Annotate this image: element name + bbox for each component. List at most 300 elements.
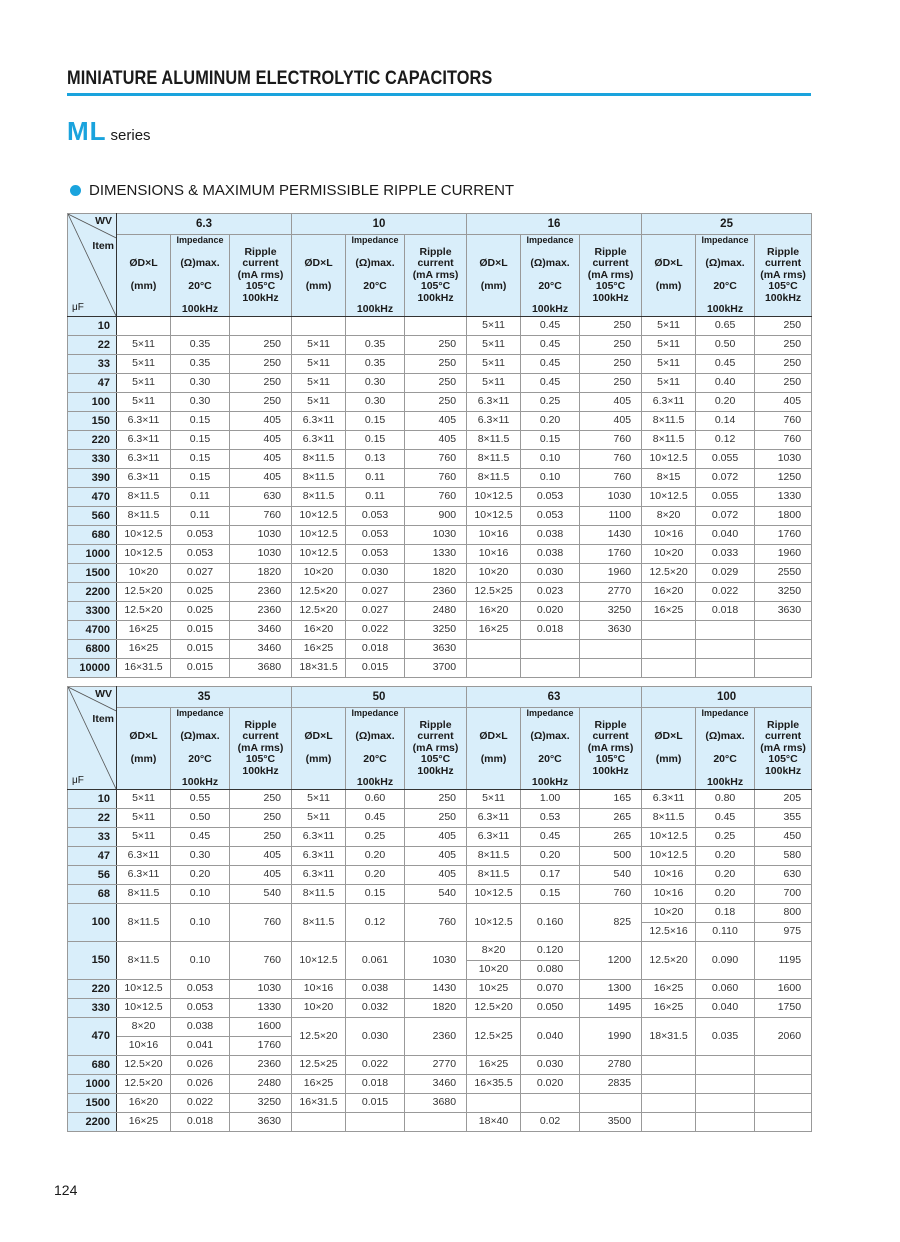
impedance-cell: 0.15 xyxy=(346,884,405,903)
dimension-cell: 5×11 xyxy=(117,808,171,827)
impedance-cell: 0.20 xyxy=(696,884,755,903)
dimension-cell: 5×11 xyxy=(467,789,521,808)
capacitance-cell: 1000 xyxy=(68,1074,117,1093)
impedance-cell: 0.20 xyxy=(521,846,580,865)
table-row xyxy=(68,449,812,468)
impedance-cell: 0.35 xyxy=(346,335,405,354)
dimension-cell: 18×31.5 xyxy=(292,658,346,677)
ripple-cell: 1030 xyxy=(230,979,292,998)
impedance-cell xyxy=(521,1093,580,1112)
table-row xyxy=(68,430,812,449)
ripple-cell: 3250 xyxy=(230,1093,292,1112)
ripple-cell xyxy=(755,620,812,639)
impedance-cell: 0.120 xyxy=(521,941,580,960)
impedance-cell: 0.45 xyxy=(696,808,755,827)
ripple-cell: 250 xyxy=(405,373,467,392)
impedance-cell: 0.022 xyxy=(696,582,755,601)
dimension-cell: 8×11.5 xyxy=(292,468,346,487)
ripple-cell: 1030 xyxy=(405,525,467,544)
capacitance-cell: 220 xyxy=(68,430,117,449)
ripple-cell: 2360 xyxy=(405,1017,467,1055)
ripple-cell xyxy=(580,1093,642,1112)
ripple-cell: 1820 xyxy=(405,998,467,1017)
ripple-cell: 1330 xyxy=(755,487,812,506)
impedance-cell: 0.050 xyxy=(521,998,580,1017)
impedance-cell: 0.030 xyxy=(521,563,580,582)
ripple-cell: 250 xyxy=(230,808,292,827)
dimension-cell: 8×11.5 xyxy=(467,468,521,487)
ripple-cell: 3680 xyxy=(230,658,292,677)
table-row xyxy=(68,884,812,903)
ripple-cell: 1100 xyxy=(580,506,642,525)
ripple-cell: 250 xyxy=(230,354,292,373)
ripple-cell: 405 xyxy=(405,411,467,430)
ripple-cell: 630 xyxy=(230,487,292,506)
dimension-cell: 8×11.5 xyxy=(117,884,171,903)
ripple-cell: 1960 xyxy=(580,563,642,582)
ripple-cell: 3500 xyxy=(580,1112,642,1131)
ripple-header: Ripple current (mA rms) 105°C 100kHz xyxy=(580,235,642,317)
ripple-cell xyxy=(755,1055,812,1074)
ripple-cell: 3630 xyxy=(580,620,642,639)
dimension-header: ØD×L (mm) xyxy=(292,708,346,790)
impedance-cell: 0.018 xyxy=(696,601,755,620)
ripple-cell xyxy=(580,658,642,677)
capacitance-cell: 1500 xyxy=(68,563,117,582)
ripple-cell: 540 xyxy=(580,865,642,884)
table-row xyxy=(68,563,812,582)
impedance-cell: 0.10 xyxy=(171,941,230,979)
table-row xyxy=(68,1074,812,1093)
dimension-cell: 5×11 xyxy=(292,335,346,354)
dimension-cell: 5×11 xyxy=(117,827,171,846)
voltage-header: 100 xyxy=(642,687,812,708)
ripple-cell xyxy=(580,639,642,658)
impedance-cell: 0.25 xyxy=(521,392,580,411)
table-row xyxy=(68,544,812,563)
dimension-cell: 10×20 xyxy=(467,563,521,582)
table-row xyxy=(68,1017,812,1036)
capacitance-cell: 330 xyxy=(68,449,117,468)
ripple-cell: 2770 xyxy=(580,582,642,601)
ripple-cell: 2550 xyxy=(755,563,812,582)
impedance-cell: 0.080 xyxy=(521,960,580,979)
impedance-cell: 0.25 xyxy=(346,827,405,846)
dimension-cell: 5×11 xyxy=(117,392,171,411)
impedance-cell: 1.00 xyxy=(521,789,580,808)
ripple-cell: 3630 xyxy=(405,639,467,658)
dimension-cell: 8×11.5 xyxy=(467,430,521,449)
impedance-cell: 0.018 xyxy=(171,1112,230,1131)
impedance-cell: 0.20 xyxy=(521,411,580,430)
impedance-cell: 0.30 xyxy=(346,392,405,411)
dimension-cell: 8×20 xyxy=(642,506,696,525)
dimension-cell: 6.3×11 xyxy=(292,430,346,449)
impedance-cell: 0.038 xyxy=(521,544,580,563)
impedance-cell: 0.53 xyxy=(521,808,580,827)
impedance-cell: 0.40 xyxy=(696,373,755,392)
ripple-cell: 250 xyxy=(580,373,642,392)
dimension-cell: 16×25 xyxy=(467,1055,521,1074)
bullet-icon xyxy=(70,185,81,196)
impedance-cell: 0.027 xyxy=(346,601,405,620)
table-row xyxy=(68,601,812,620)
page-title: MINIATURE ALUMINUM ELECTROLYTIC CAPACITORS xyxy=(67,68,493,89)
dimension-cell: 10×20 xyxy=(117,563,171,582)
ripple-cell: 405 xyxy=(230,865,292,884)
ripple-cell: 2360 xyxy=(405,582,467,601)
impedance-cell: 0.015 xyxy=(171,639,230,658)
ripple-cell: 1030 xyxy=(755,449,812,468)
impedance-cell xyxy=(696,1112,755,1131)
capacitance-cell: 470 xyxy=(68,487,117,506)
dimension-cell: 16×25 xyxy=(642,979,696,998)
table-row xyxy=(68,846,812,865)
ripple-cell: 3460 xyxy=(230,639,292,658)
dimension-cell: 10×12.5 xyxy=(117,979,171,998)
ripple-cell: 760 xyxy=(580,430,642,449)
dimension-cell: 10×12.5 xyxy=(117,998,171,1017)
impedance-cell: 0.45 xyxy=(696,354,755,373)
dimension-cell: 6.3×11 xyxy=(117,846,171,865)
table-row xyxy=(68,789,812,808)
ripple-cell: 760 xyxy=(580,449,642,468)
dimension-cell: 12.5×25 xyxy=(292,1055,346,1074)
impedance-cell: 0.022 xyxy=(346,620,405,639)
voltage-header: 50 xyxy=(292,687,467,708)
dimension-cell: 12.5×20 xyxy=(642,563,696,582)
impedance-cell: 0.20 xyxy=(696,865,755,884)
ripple-cell: 355 xyxy=(755,808,812,827)
impedance-cell: 0.45 xyxy=(521,373,580,392)
ripple-cell: 760 xyxy=(230,941,292,979)
impedance-cell: 0.65 xyxy=(696,316,755,335)
ripple-cell: 800 xyxy=(755,903,812,922)
ripple-cell: 2360 xyxy=(230,1055,292,1074)
impedance-header: Impedance (Ω)max. 20°C 100kHz xyxy=(171,235,230,317)
ripple-cell: 1760 xyxy=(755,525,812,544)
table-row xyxy=(68,827,812,846)
dimension-cell: 16×31.5 xyxy=(117,658,171,677)
ripple-cell: 1195 xyxy=(755,941,812,979)
impedance-cell: 0.053 xyxy=(521,506,580,525)
dimension-cell: 10×16 xyxy=(467,544,521,563)
dimension-cell: 10×12.5 xyxy=(292,544,346,563)
dimension-cell: 5×11 xyxy=(292,354,346,373)
dimension-cell: 10×16 xyxy=(117,1036,171,1055)
ripple-cell: 1250 xyxy=(755,468,812,487)
ripple-header: Ripple current (mA rms) 105°C 100kHz xyxy=(405,708,467,790)
dimension-cell: 12.5×20 xyxy=(117,601,171,620)
dimension-header: ØD×L (mm) xyxy=(467,235,521,317)
impedance-cell: 0.45 xyxy=(521,827,580,846)
dimension-cell: 8×11.5 xyxy=(642,430,696,449)
ripple-cell: 3460 xyxy=(405,1074,467,1093)
impedance-cell: 0.020 xyxy=(521,601,580,620)
ripple-cell: 3630 xyxy=(755,601,812,620)
ripple-cell: 760 xyxy=(405,487,467,506)
dimension-cell xyxy=(292,1112,346,1131)
impedance-cell: 0.30 xyxy=(171,373,230,392)
voltage-header: 35 xyxy=(117,687,292,708)
impedance-cell: 0.033 xyxy=(696,544,755,563)
dimension-cell: 10×16 xyxy=(292,979,346,998)
dimension-cell: 16×25 xyxy=(642,601,696,620)
dimension-cell: 6.3×11 xyxy=(467,808,521,827)
table-row xyxy=(68,354,812,373)
impedance-cell: 0.15 xyxy=(171,430,230,449)
ripple-cell: 900 xyxy=(405,506,467,525)
impedance-cell: 0.20 xyxy=(696,392,755,411)
dimension-cell: 8×15 xyxy=(642,468,696,487)
ripple-cell: 405 xyxy=(230,468,292,487)
ripple-cell: 405 xyxy=(405,827,467,846)
ripple-cell: 1600 xyxy=(230,1017,292,1036)
dimension-cell: 16×35.5 xyxy=(467,1074,521,1093)
dimension-cell: 8×11.5 xyxy=(117,903,171,941)
ripple-cell: 250 xyxy=(230,827,292,846)
capacitance-cell: 1000 xyxy=(68,544,117,563)
dimension-cell: 12.5×20 xyxy=(117,1074,171,1093)
capacitance-cell: 47 xyxy=(68,373,117,392)
ripple-cell: 1430 xyxy=(405,979,467,998)
ripple-cell: 2060 xyxy=(755,1017,812,1055)
impedance-cell: 0.30 xyxy=(346,373,405,392)
impedance-header: Impedance (Ω)max. 20°C 100kHz xyxy=(696,235,755,317)
wv-label: WV xyxy=(95,688,112,700)
dimension-cell: 8×11.5 xyxy=(467,449,521,468)
ripple-cell: 405 xyxy=(405,430,467,449)
dimension-cell: 5×11 xyxy=(292,808,346,827)
ripple-cell: 1600 xyxy=(755,979,812,998)
impedance-cell: 0.15 xyxy=(521,884,580,903)
ripple-cell: 250 xyxy=(405,354,467,373)
capacitance-cell: 2200 xyxy=(68,1112,117,1131)
page-number: 124 xyxy=(54,1182,78,1198)
ripple-cell: 580 xyxy=(755,846,812,865)
dimension-cell: 8×11.5 xyxy=(467,865,521,884)
dimension-cell: 6.3×11 xyxy=(117,865,171,884)
dimension-cell: 10×12.5 xyxy=(467,487,521,506)
ripple-cell: 1300 xyxy=(580,979,642,998)
dimension-cell: 10×12.5 xyxy=(642,487,696,506)
ripple-cell: 405 xyxy=(230,411,292,430)
corner-header xyxy=(68,687,117,790)
series-word: series xyxy=(110,127,151,144)
impedance-cell: 0.090 xyxy=(696,941,755,979)
dimension-cell xyxy=(642,639,696,658)
ripple-cell: 250 xyxy=(230,373,292,392)
dimension-cell: 6.3×11 xyxy=(292,846,346,865)
ripple-cell: 405 xyxy=(405,865,467,884)
dimension-cell: 8×11.5 xyxy=(467,846,521,865)
dimension-header: ØD×L (mm) xyxy=(292,235,346,317)
dimension-cell: 6.3×11 xyxy=(292,827,346,846)
impedance-cell: 0.15 xyxy=(171,449,230,468)
impedance-cell: 0.040 xyxy=(696,998,755,1017)
impedance-cell: 0.030 xyxy=(521,1055,580,1074)
dimension-cell: 5×11 xyxy=(117,373,171,392)
dimension-cell: 6.3×11 xyxy=(467,411,521,430)
dimension-cell: 8×11.5 xyxy=(292,884,346,903)
capacitance-cell: 470 xyxy=(68,1017,117,1055)
ripple-cell xyxy=(755,639,812,658)
impedance-header: Impedance (Ω)max. 20°C 100kHz xyxy=(171,708,230,790)
impedance-cell: 0.060 xyxy=(696,979,755,998)
dimension-cell: 10×16 xyxy=(642,884,696,903)
ripple-cell: 405 xyxy=(580,411,642,430)
table-row xyxy=(68,903,812,922)
impedance-cell: 0.053 xyxy=(171,544,230,563)
impedance-cell: 0.11 xyxy=(171,487,230,506)
ripple-cell: 405 xyxy=(580,392,642,411)
voltage-header: 63 xyxy=(467,687,642,708)
dimension-cell: 10×25 xyxy=(467,979,521,998)
dimension-cell: 16×25 xyxy=(292,639,346,658)
ripple-cell: 630 xyxy=(755,865,812,884)
voltage-header: 25 xyxy=(642,214,812,235)
dimension-cell: 6.3×11 xyxy=(117,411,171,430)
table-row xyxy=(68,865,812,884)
capacitance-cell: 33 xyxy=(68,354,117,373)
ripple-cell: 250 xyxy=(230,335,292,354)
corner-header xyxy=(68,214,117,317)
impedance-header: Impedance (Ω)max. 20°C 100kHz xyxy=(346,235,405,317)
ripple-cell: 1760 xyxy=(580,544,642,563)
ripple-cell: 450 xyxy=(755,827,812,846)
ripple-cell: 760 xyxy=(230,506,292,525)
dimension-cell: 5×11 xyxy=(117,789,171,808)
ripple-cell: 760 xyxy=(755,411,812,430)
capacitance-cell: 560 xyxy=(68,506,117,525)
wv-label: WV xyxy=(95,215,112,227)
ripple-cell: 3250 xyxy=(755,582,812,601)
impedance-cell: 0.018 xyxy=(346,639,405,658)
impedance-cell: 0.45 xyxy=(346,808,405,827)
impedance-cell: 0.20 xyxy=(346,846,405,865)
table-row xyxy=(68,1112,812,1131)
table-row xyxy=(68,316,812,335)
impedance-cell: 0.15 xyxy=(521,430,580,449)
dimension-cell: 10×12.5 xyxy=(467,903,521,941)
dimension-cell: 6.3×11 xyxy=(292,411,346,430)
ripple-cell: 250 xyxy=(405,335,467,354)
dimension-cell xyxy=(467,1093,521,1112)
impedance-cell: 0.20 xyxy=(696,846,755,865)
ripple-cell: 760 xyxy=(230,903,292,941)
dimension-cell: 8×20 xyxy=(117,1017,171,1036)
dimension-cell: 10×12.5 xyxy=(467,884,521,903)
dimension-cell: 10×12.5 xyxy=(292,506,346,525)
impedance-cell xyxy=(696,658,755,677)
ripple-cell: 205 xyxy=(755,789,812,808)
ripple-cell xyxy=(755,1112,812,1131)
dimension-cell: 8×20 xyxy=(467,941,521,960)
impedance-cell: 0.14 xyxy=(696,411,755,430)
impedance-cell: 0.35 xyxy=(171,354,230,373)
ripple-cell: 250 xyxy=(405,392,467,411)
dimension-cell: 12.5×20 xyxy=(642,941,696,979)
dimension-cell: 8×11.5 xyxy=(292,449,346,468)
table-row xyxy=(68,468,812,487)
impedance-cell: 0.02 xyxy=(521,1112,580,1131)
ripple-cell: 1960 xyxy=(755,544,812,563)
dimension-cell: 8×11.5 xyxy=(117,506,171,525)
table-row xyxy=(68,487,812,506)
impedance-cell: 0.025 xyxy=(171,601,230,620)
dimension-cell: 10×20 xyxy=(292,563,346,582)
ripple-cell: 2835 xyxy=(580,1074,642,1093)
capacitance-cell: 150 xyxy=(68,941,117,979)
impedance-cell: 0.12 xyxy=(346,903,405,941)
dimension-cell: 10×12.5 xyxy=(467,506,521,525)
dimension-cell: 6.3×11 xyxy=(642,789,696,808)
capacitance-cell: 150 xyxy=(68,411,117,430)
impedance-cell: 0.13 xyxy=(346,449,405,468)
table-row xyxy=(68,1055,812,1074)
impedance-cell: 0.15 xyxy=(346,411,405,430)
dimension-cell: 8×11.5 xyxy=(642,808,696,827)
ripple-cell: 3630 xyxy=(230,1112,292,1131)
ripple-cell: 1330 xyxy=(230,998,292,1017)
impedance-cell: 0.041 xyxy=(171,1036,230,1055)
dimension-cell: 6.3×11 xyxy=(117,468,171,487)
impedance-header: Impedance (Ω)max. 20°C 100kHz xyxy=(521,708,580,790)
impedance-cell: 0.20 xyxy=(346,865,405,884)
voltage-header: 16 xyxy=(467,214,642,235)
ripple-table-low-voltage xyxy=(67,213,812,678)
table-row xyxy=(68,582,812,601)
ripple-cell: 3680 xyxy=(405,1093,467,1112)
ripple-cell: 405 xyxy=(230,449,292,468)
ripple-cell: 540 xyxy=(405,884,467,903)
dimension-cell: 10×16 xyxy=(467,525,521,544)
impedance-cell: 0.070 xyxy=(521,979,580,998)
capacitance-cell: 33 xyxy=(68,827,117,846)
ripple-cell: 825 xyxy=(580,903,642,941)
capacitance-cell: 56 xyxy=(68,865,117,884)
dimension-cell: 5×11 xyxy=(467,335,521,354)
ripple-cell: 250 xyxy=(580,335,642,354)
impedance-cell: 0.45 xyxy=(521,316,580,335)
dimension-cell xyxy=(117,316,171,335)
series-code: ML xyxy=(67,116,107,146)
dimension-cell xyxy=(467,658,521,677)
ripple-cell: 1200 xyxy=(580,941,642,979)
dimension-cell: 5×11 xyxy=(642,373,696,392)
capacitance-cell: 1500 xyxy=(68,1093,117,1112)
voltage-header: 10 xyxy=(292,214,467,235)
ripple-header: Ripple current (mA rms) 105°C 100kHz xyxy=(755,708,812,790)
impedance-cell: 0.053 xyxy=(346,506,405,525)
dimension-cell: 16×25 xyxy=(117,1112,171,1131)
ripple-cell: 165 xyxy=(580,789,642,808)
table-row xyxy=(68,941,812,960)
dimension-cell: 5×11 xyxy=(292,392,346,411)
ripple-cell: 250 xyxy=(755,335,812,354)
ripple-cell: 1030 xyxy=(230,544,292,563)
uf-label: μF xyxy=(72,774,84,786)
dimension-cell: 5×11 xyxy=(467,316,521,335)
table-row xyxy=(68,808,812,827)
impedance-cell: 0.12 xyxy=(696,430,755,449)
dimension-cell: 6.3×11 xyxy=(467,392,521,411)
ripple-cell: 2360 xyxy=(230,582,292,601)
impedance-cell: 0.30 xyxy=(171,392,230,411)
ripple-header: Ripple current (mA rms) 105°C 100kHz xyxy=(405,235,467,317)
dimension-cell xyxy=(642,658,696,677)
dimension-cell: 8×11.5 xyxy=(117,487,171,506)
